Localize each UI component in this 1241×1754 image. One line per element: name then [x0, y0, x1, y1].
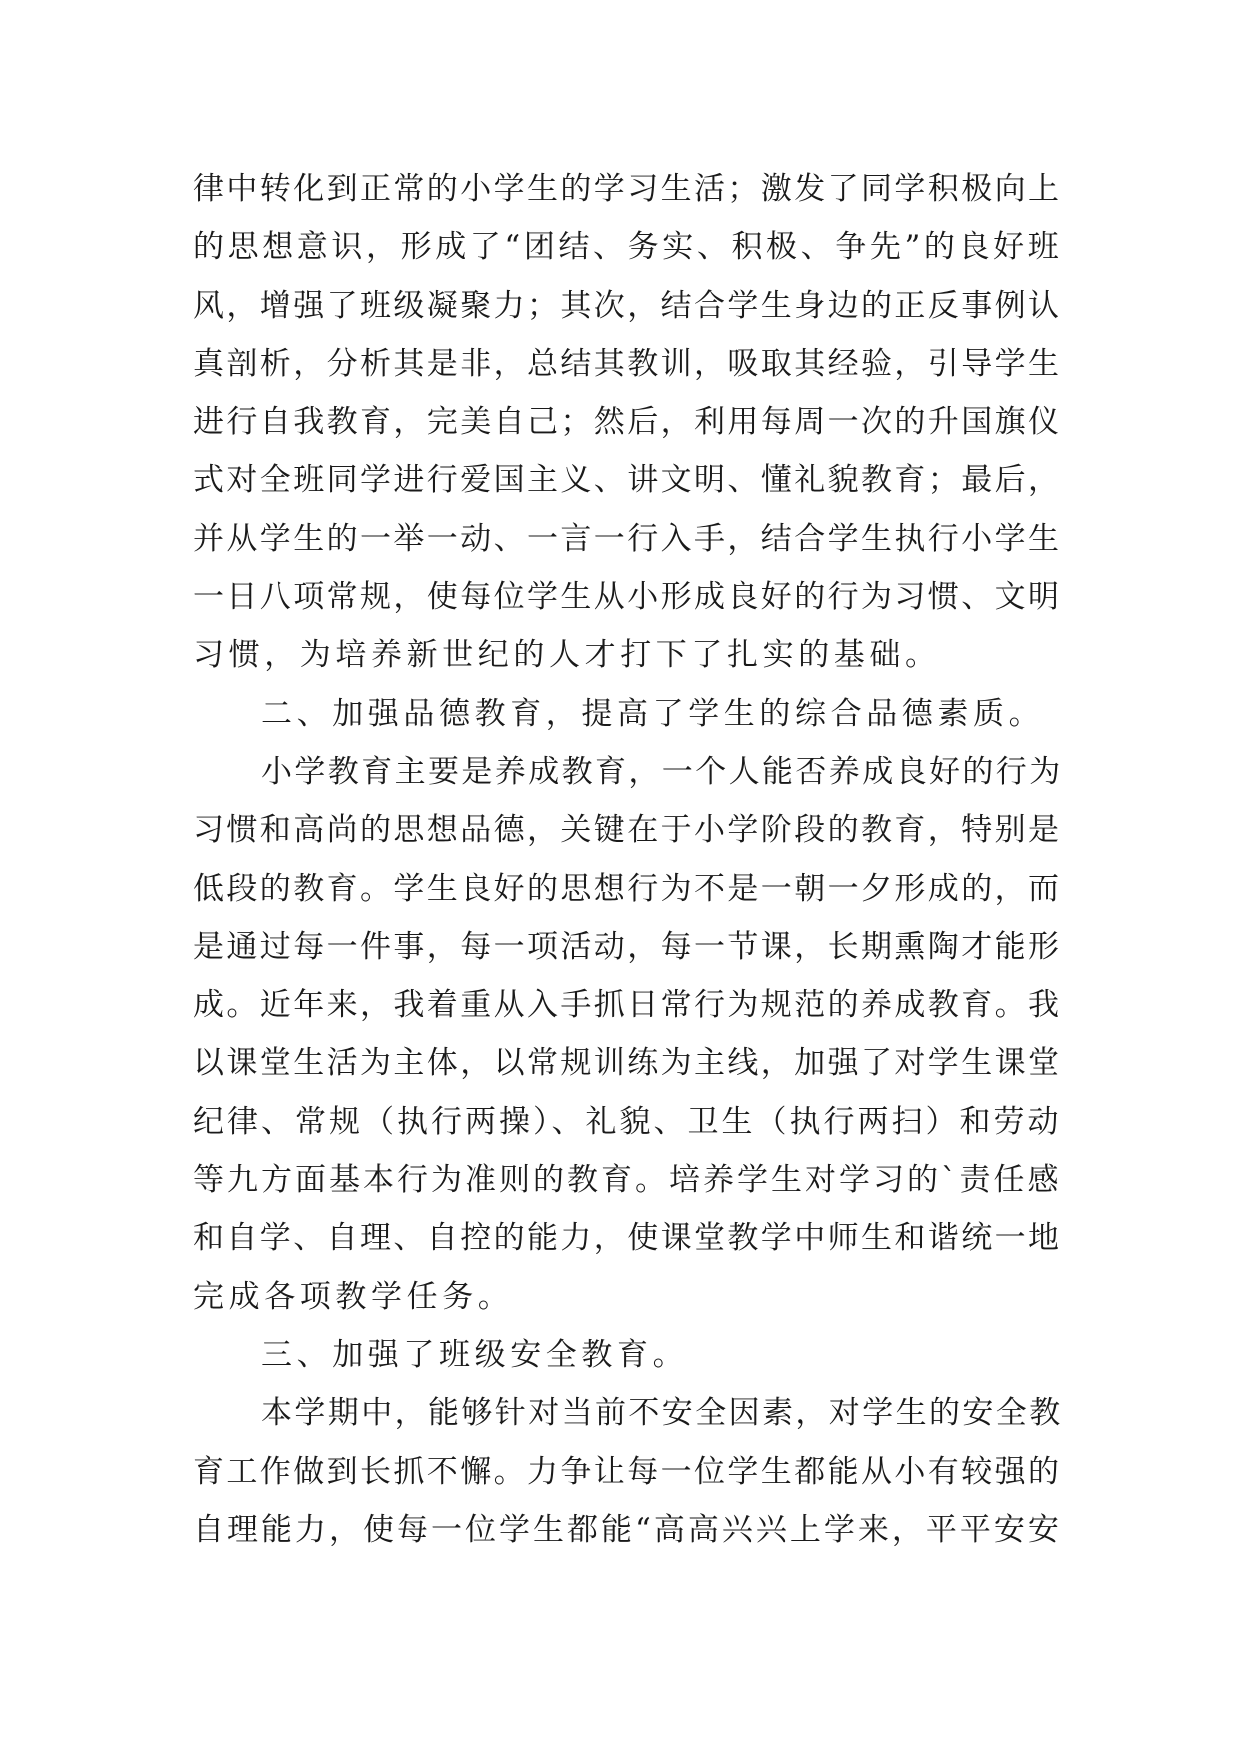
text-line: 自理能力，使每一位学生都能“高高兴兴上学来，平平安安: [193, 1511, 1062, 1548]
paragraph-start-line: 小学教育主要是养成教育，一个人能否养成良好的行为: [261, 753, 1063, 790]
text-line: 并从学生的一举一动、一言一行入手，结合学生执行小学生: [193, 520, 1062, 557]
text-line: 完成各项教学任务。: [193, 1278, 514, 1315]
text-line: 真剖析，分析其是非，总结其教训，吸取其经验，引导学生: [193, 345, 1062, 382]
text-line: 进行自我教育，完美自己；然后，利用每周一次的升国旗仪: [193, 404, 1062, 441]
text-line: 风，增强了班级凝聚力；其次，结合学生身边的正反事例认: [193, 287, 1062, 324]
paragraph-start-line: 三、加强了班级安全教育。: [261, 1336, 689, 1373]
document-body: [193, 160, 1063, 1559]
text-line: 是通过每一件事，每一项活动，每一节课，长期熏陶才能形: [193, 928, 1062, 965]
text-line: 纪律、常规（执行两操）、礼貌、卫生（执行两扫）和劳动: [193, 1103, 1062, 1140]
text-line: 习惯，为培养新世纪的人才打下了扎实的基础。: [193, 637, 941, 674]
text-line: 式对全班同学进行爱国主义、讲文明、懂礼貌教育；最后，: [193, 462, 1062, 499]
paragraph-start-line: 本学期中，能够针对当前不安全因素，对学生的安全教: [261, 1395, 1063, 1432]
text-line: 习惯和高尚的思想品德，关键在于小学阶段的教育，特别是: [193, 812, 1062, 849]
text-line: 和自学、自理、自控的能力，使课堂教学中师生和谐统一地: [193, 1220, 1062, 1257]
text-line: 等九方面基本行为准则的教育。培养学生对学习的`责任感: [193, 1162, 1062, 1199]
text-line: 律中转化到正常的小学生的学习生活；激发了同学积极向上: [193, 171, 1062, 207]
paragraph-start-line: 二、加强品德教育，提高了学生的综合品德素质。: [261, 695, 1045, 732]
text-line: 育工作做到长抓不懈。力争让每一位学生都能从小有较强的: [193, 1453, 1062, 1490]
text-line: 以课堂生活为主体，以常规训练为主线，加强了对学生课堂: [193, 1045, 1062, 1082]
text-line: 低段的教育。学生良好的思想行为不是一朝一夕形成的，而: [193, 870, 1062, 907]
text-line: 成。近年来，我着重从入手抓日常行为规范的养成教育。我: [193, 987, 1062, 1024]
text-line: 一日八项常规，使每位学生从小形成良好的行为习惯、文明: [193, 579, 1062, 616]
text-line: 的思想意识，形成了“团结、务实、积极、争先”的良好班: [193, 229, 1063, 266]
